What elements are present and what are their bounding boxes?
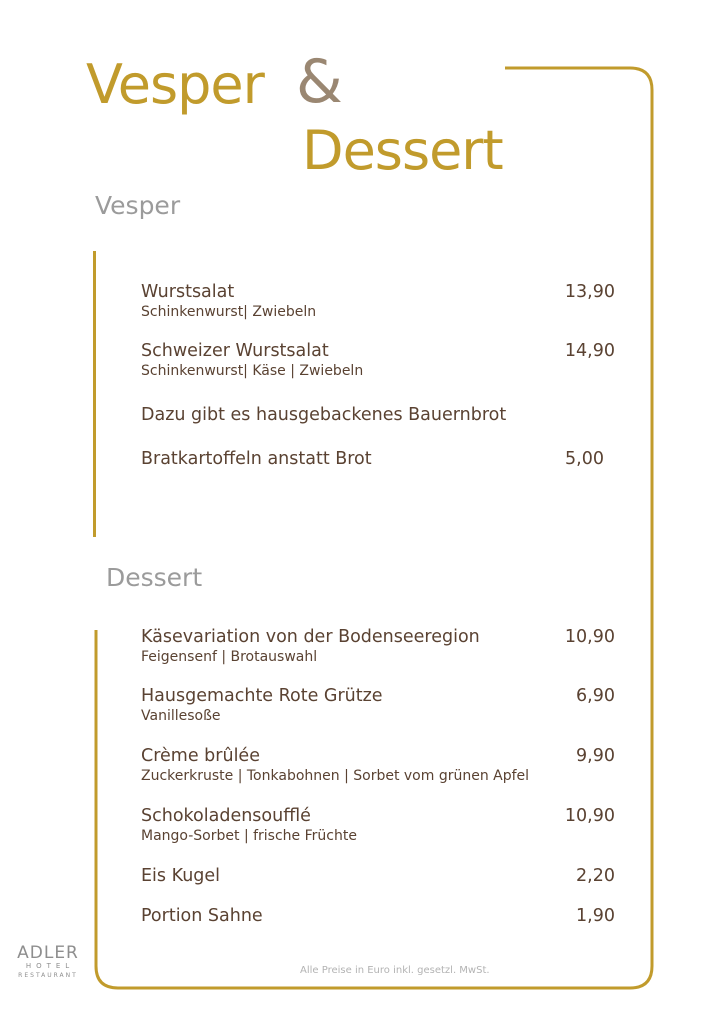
item-price: 5,00 [565, 449, 604, 469]
menu-item [141, 865, 615, 887]
logo-subtitle-hotel: HOTEL [25, 962, 75, 970]
adler-logo [12, 944, 84, 980]
item-name: Schweizer Wurstsalat [141, 341, 329, 361]
item-price: 2,20 [576, 866, 615, 886]
bread-note: Dazu gibt es hausgebackenes Bauernbrot [141, 405, 507, 425]
item-price: 13,90 [564, 282, 615, 302]
page-title-dessert: Dessert [302, 119, 503, 182]
item-description: Zuckerkruste | Tonkabohnen | Sorbet vom grünen Apfel [141, 768, 530, 784]
item-name: Eis Kugel [141, 866, 221, 886]
item-description: Mango-Sorbet | frische Früchte [141, 828, 357, 844]
item-name: Käsevariation von der Bodenseeregion [141, 627, 480, 647]
item-description: Schinkenwurst| Käse | Zwiebeln [141, 363, 364, 379]
logo-subtitle-restaurant: RESTAURANT [18, 972, 78, 979]
item-price: 10,90 [564, 627, 615, 647]
item-name: Wurstsalat [141, 282, 235, 302]
item-name: Crème brûlée [141, 746, 260, 766]
menu-item [141, 340, 615, 380]
price-disclaimer: Alle Preise in Euro inkl. gesetzl. MwSt. [300, 965, 490, 976]
page-title-vesper: Vesper [86, 53, 264, 116]
menu-item [141, 626, 615, 666]
page-title-ampersand: & [296, 47, 343, 117]
item-price: 9,90 [576, 746, 615, 766]
vesper-accent-bar [93, 251, 96, 537]
logo-wordmark: ADLER [17, 943, 79, 963]
item-price: 10,90 [564, 806, 615, 826]
menu-item-extra [141, 448, 604, 470]
item-name: Schokoladensoufflé [141, 806, 311, 826]
section-heading-vesper: Vesper [95, 191, 181, 220]
menu-item [141, 905, 615, 927]
item-description: Vanillesoße [141, 708, 221, 724]
item-price: 6,90 [576, 686, 615, 706]
item-price: 14,90 [564, 341, 615, 361]
item-description: Schinkenwurst| Zwiebeln [141, 304, 317, 320]
item-name: Bratkartoffeln anstatt Brot [141, 449, 372, 469]
menu-item [141, 685, 615, 725]
item-name: Hausgemachte Rote Grütze [141, 686, 383, 706]
menu-item [141, 281, 615, 321]
menu-item [141, 745, 615, 785]
item-description: Feigensenf | Brotauswahl [141, 649, 318, 665]
section-heading-dessert: Dessert [106, 563, 203, 592]
item-price: 1,90 [576, 906, 615, 926]
menu-item [141, 805, 615, 845]
item-name: Portion Sahne [141, 906, 263, 926]
